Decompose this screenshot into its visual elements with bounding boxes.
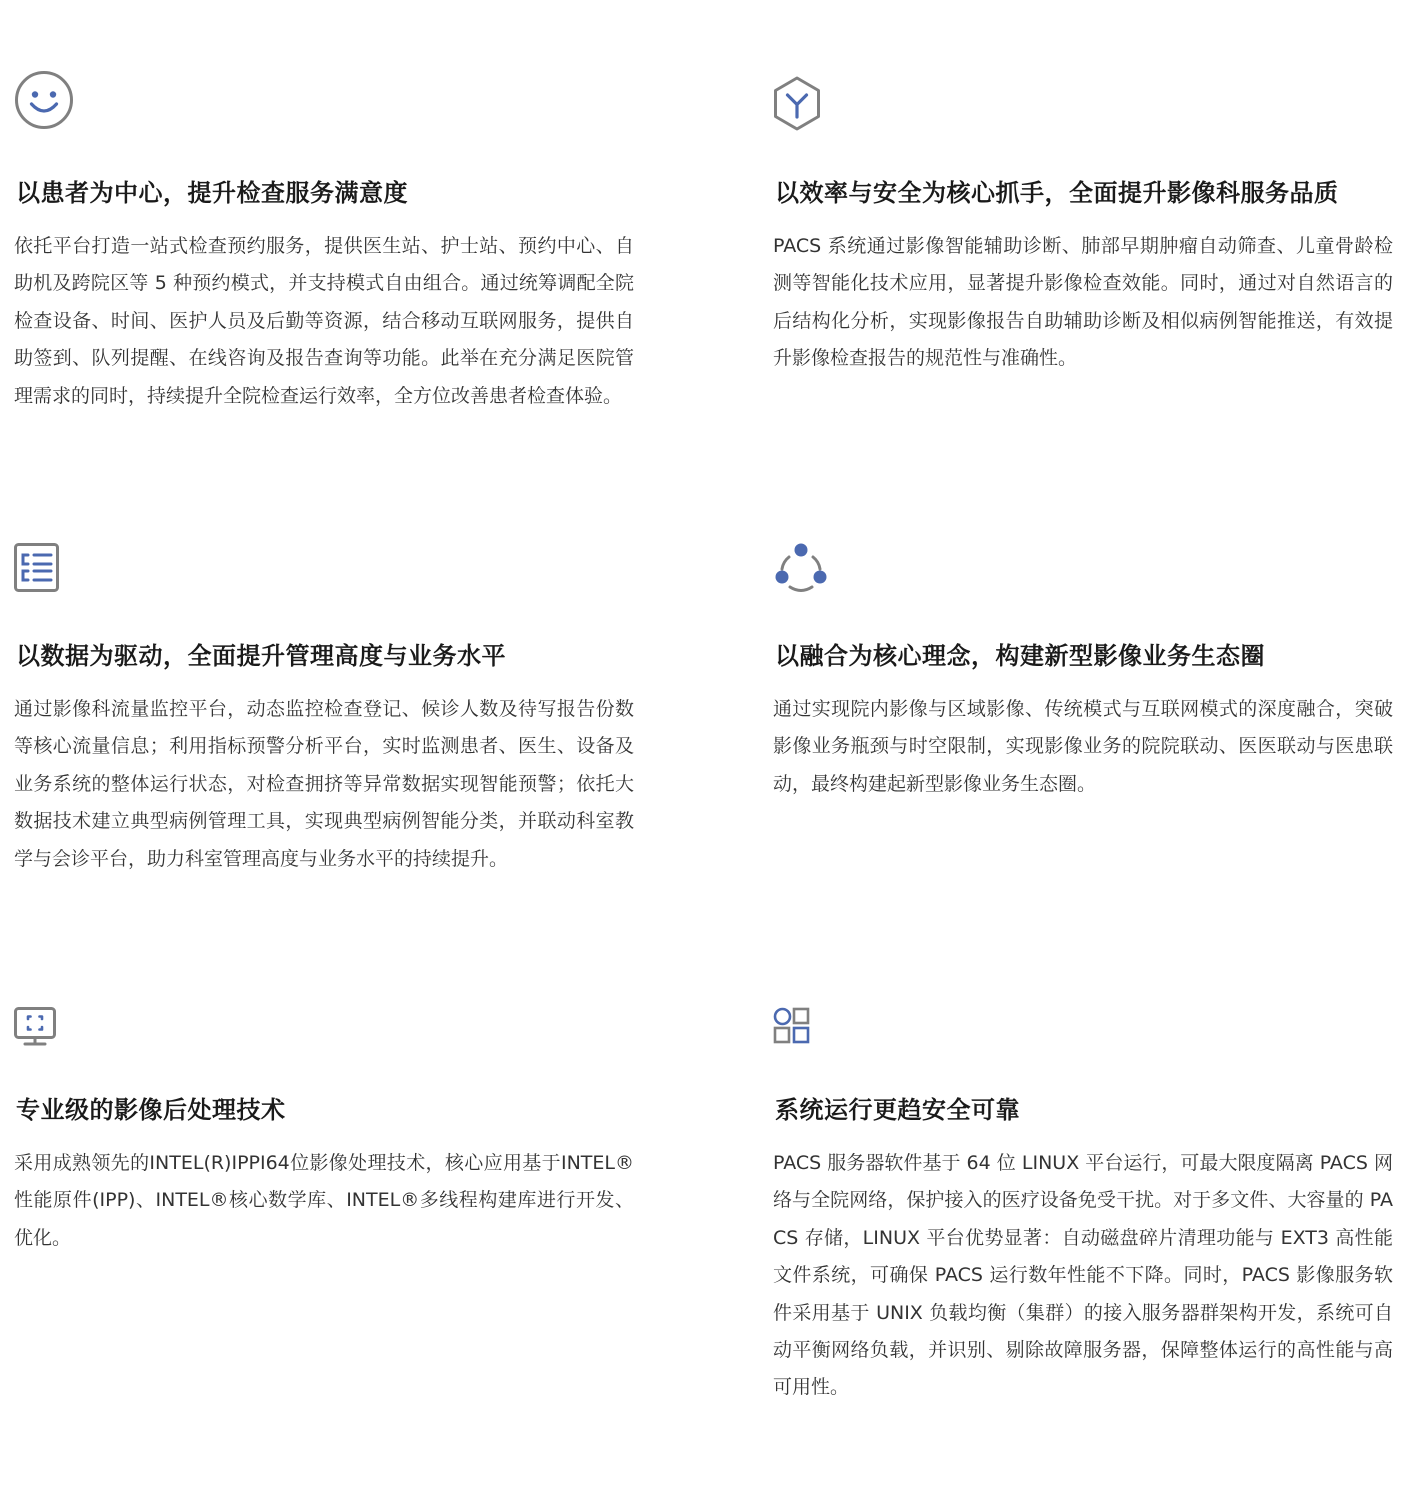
feature-description: 依托平台打造一站式检查预约服务，提供医生站、护士站、预约中心、自助机及跨院区等 5 种预约模式，并支持模式自由组合。通过统筹调配全院检查设备、时间、医护人员及后勤等资源，结合移动互联网服务，提供自助签到、队列提醒、在线咨询及报告查询等功能。此举在充分满足医院管理需求的同时，持续提升全院检查运行效率，全方位改善患者检查体验。 bbox=[14, 235, 634, 407]
feature-title: 以患者为中心，提升检查服务满意度 bbox=[16, 179, 408, 207]
feature-description: 通过实现院内影像与区域影像、传统模式与互联网模式的深度融合，突破影像业务瓶颈与时空限制，实现影像业务的院院联动、医医联动与医患联动，最终构建起新型影像业务生态圈。 bbox=[773, 698, 1393, 795]
hexagon-branch-icon bbox=[773, 76, 821, 132]
feature-title: 专业级的影像后处理技术 bbox=[16, 1096, 286, 1124]
feature-description: 采用成熟领先的INTEL(R)IPPI64位影像处理技术，核心应用基于INTEL®性能原件(IPP)、INTEL®核心数学库、INTEL®多线程构建库进行开发、优化。 bbox=[14, 1152, 634, 1249]
monitor-scan-icon bbox=[14, 1007, 56, 1047]
feature-title: 以融合为核心理念，构建新型影像业务生态圈 bbox=[775, 642, 1265, 670]
feature-title: 系统运行更趋安全可靠 bbox=[775, 1096, 1020, 1124]
feature-title: 以数据为驱动，全面提升管理高度与业务水平 bbox=[16, 642, 506, 670]
data-list-icon bbox=[14, 543, 60, 593]
smiley-icon bbox=[14, 70, 74, 130]
feature-description: PACS 服务器软件基于 64 位 LINUX 平台运行，可最大限度隔离 PACS 网络与全院网络，保护接入的医疗设备免受干扰。对于多文件、大容量的 PACS 存储，LINUX 平台优势显著：自动磁盘碎片清理功能与 EXT3 高性能文件系统，可确保 PACS 运行数年性能不下降。同时，PACS 影像服务软件采用基于 UNIX 负载均衡（集群）的接入服务器群架构开发，系统可自动平衡网络负载，并识别、剔除故障服务器，保障整体运行的高性能与高可用性。 bbox=[773, 1152, 1393, 1399]
share-nodes-icon bbox=[773, 543, 829, 595]
app-grid-icon bbox=[773, 1007, 811, 1045]
feature-description: 通过影像科流量监控平台，动态监控检查登记、候诊人数及待写报告份数等核心流量信息；利用指标预警分析平台，实时监测患者、医生、设备及业务系统的整体运行状态，对检查拥挤等异常数据实现智能预警；依托大数据技术建立典型病例管理工具，实现典型病例智能分类，并联动科室教学与会诊平台，助力科室管理高度与业务水平的持续提升。 bbox=[14, 698, 634, 870]
feature-title: 以效率与安全为核心抓手，全面提升影像科服务品质 bbox=[775, 179, 1339, 207]
feature-description: PACS 系统通过影像智能辅助诊断、肺部早期肿瘤自动筛查、儿童骨龄检测等智能化技术应用，显著提升影像检查效能。同时，通过对自然语言的后结构化分析，实现影像报告自助辅助诊断及相似病例智能推送，有效提升影像检查报告的规范性与准确性。 bbox=[773, 235, 1393, 370]
